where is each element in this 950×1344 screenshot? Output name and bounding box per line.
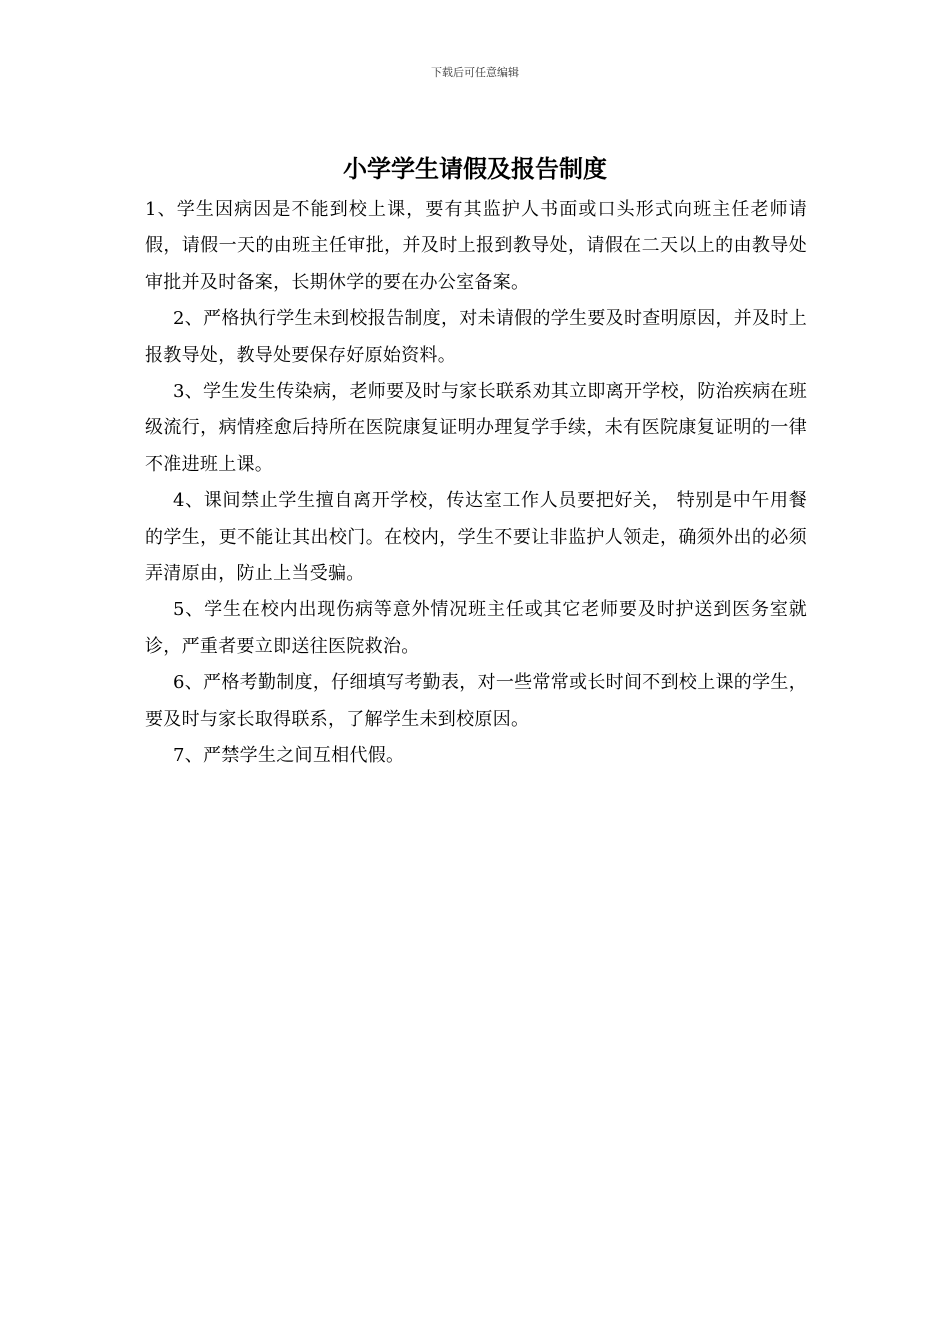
header-note: 下载后可任意编辑 bbox=[431, 66, 519, 79]
rule-paragraph-3: 3、学生发生传染病，老师要及时与家长联系劝其立即离开学校，防治疾病在班级流行，病情痊愈后持所在医院康复证明办理复学手续，未有医院康复证明的一律不准进班上课。 bbox=[145, 381, 807, 475]
rule-paragraph-1: 1、学生因病因是不能到校上课，要有其监护人书面或口头形式向班主任老师请假，请假一天的由班主任审批，并及时上报到教导处，请假在二天以上的由教导处审批并及时备案，长期休学的要在办公室备案。 bbox=[145, 199, 807, 293]
document-title: 小学学生请假及报告制度 bbox=[343, 155, 607, 183]
document-body bbox=[145, 192, 807, 775]
rule-paragraph-5: 5、学生在校内出现伤病等意外情况班主任或其它老师要及时护送到医务室就诊，严重者要立即送往医院救治。 bbox=[145, 599, 807, 657]
rule-paragraph-7: 7、严禁学生之间互相代假。 bbox=[173, 745, 405, 767]
rule-paragraph-2: 2、严格执行学生未到校报告制度，对未请假的学生要及时查明原因，并及时上报教导处，教导处要保存好原始资料。 bbox=[145, 308, 807, 366]
rule-paragraph-4: 4、课间禁止学生擅自离开学校，传达室工作人员要把好关， 特别是中午用餐的学生，更不能让其出校门。在校内，学生不要让非监护人领走，确须外出的必须弄清原由，防止上当受骗。 bbox=[145, 490, 807, 585]
rule-paragraph-6: 6、严格考勤制度，仔细填写考勤表，对一些常常或长时间不到校上课的学生，要及时与家长取得联系，了解学生未到校原因。 bbox=[145, 672, 807, 730]
